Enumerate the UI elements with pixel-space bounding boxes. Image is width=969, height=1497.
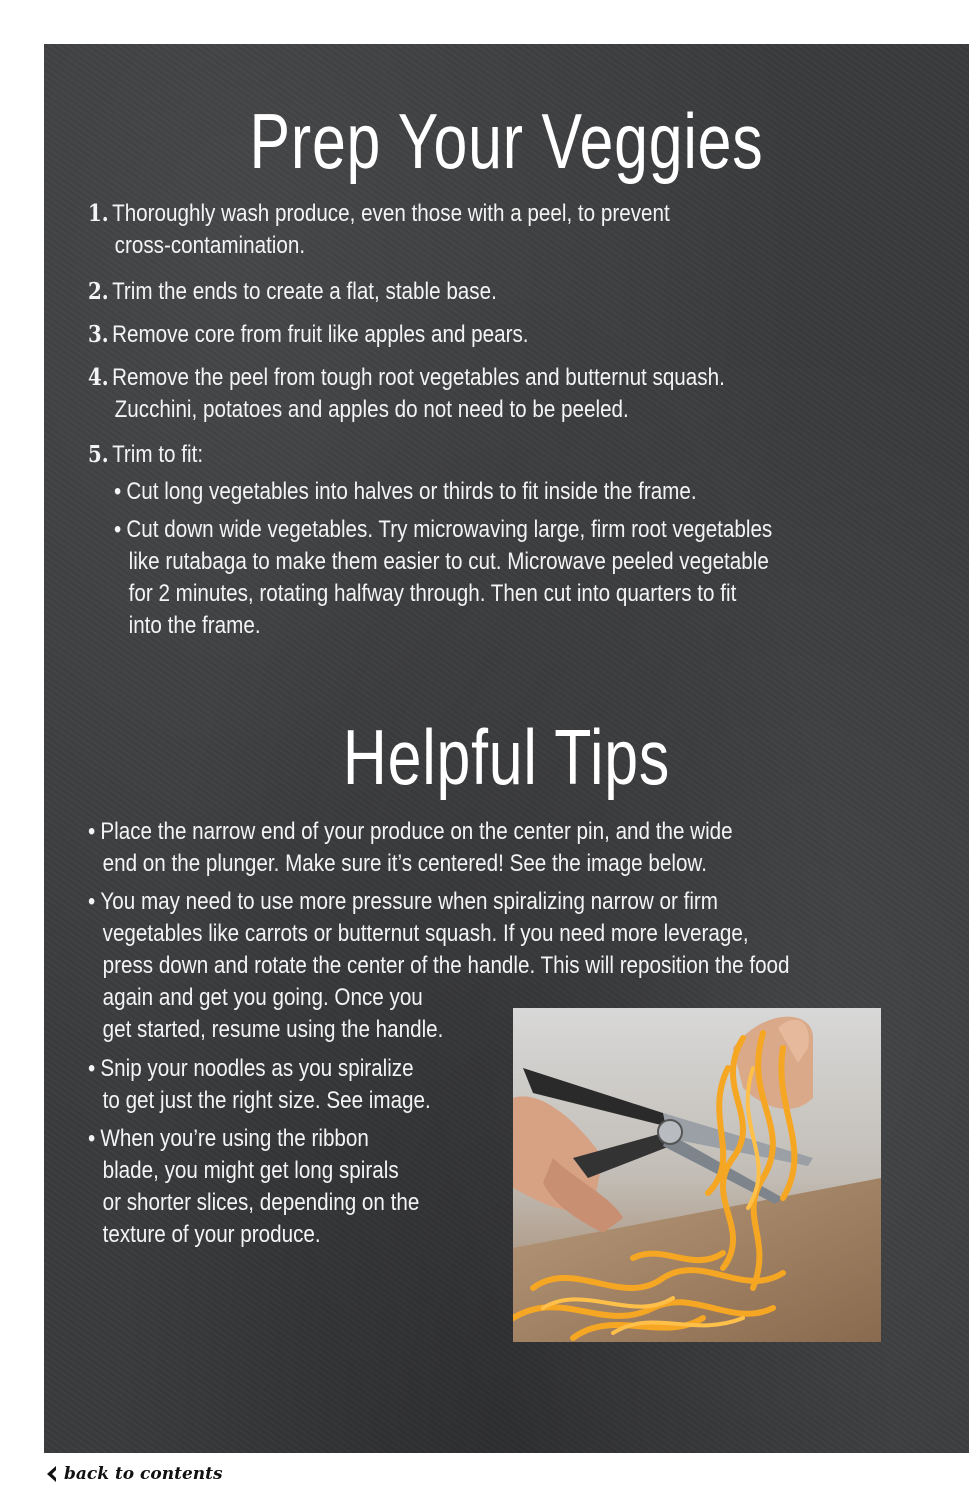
bullet-dot: •	[88, 818, 96, 845]
step-2	[88, 276, 497, 308]
chevron-left-icon	[44, 1465, 60, 1483]
step-text: Trim the ends to create a flat, stable base.	[112, 278, 497, 305]
step-text: Remove the peel from tough root vegetables and butternut squash.	[112, 364, 725, 391]
step-1	[88, 198, 670, 262]
step-4	[88, 362, 725, 426]
prep-title: Prep Your Veggies	[249, 97, 764, 185]
tip-4	[88, 1123, 419, 1251]
bullet-text: into the frame.	[128, 612, 261, 639]
step-number: 5.	[88, 441, 109, 468]
bullet-dot: •	[88, 1055, 96, 1082]
scissors-noodles-photo	[513, 1008, 881, 1342]
bullet-text: again and get you going. Once you	[102, 984, 423, 1011]
bullet-text: like rutabaga to make them easier to cut. Microwave peeled vegetable	[128, 548, 769, 575]
bullet-text: end on the plunger. Make sure it’s centered! See the image below.	[102, 850, 707, 877]
step-3	[88, 319, 529, 351]
bullet-text: press down and rotate the center of the handle. This will reposition the food	[102, 952, 790, 979]
bullet-text: Snip your noodles as you spiralize	[100, 1055, 414, 1082]
tip-3	[88, 1053, 431, 1117]
step-text: cross-contamination.	[114, 232, 306, 259]
bullet-text: When you’re using the ribbon	[100, 1125, 369, 1152]
step-text: Zucchini, potatoes and apples do not need to be peeled.	[114, 396, 629, 423]
bullet-text: to get just the right size. See image.	[102, 1087, 431, 1114]
tip-1	[88, 816, 733, 880]
step-text: Remove core from fruit like apples and pears.	[112, 321, 529, 348]
step-number: 3.	[88, 321, 109, 348]
sub-bullet-1	[114, 476, 697, 508]
bullet-text: blade, you might get long spirals	[102, 1157, 399, 1184]
bullet-dot: •	[88, 1125, 96, 1152]
step-5	[88, 439, 203, 471]
step-text: Thoroughly wash produce, even those with a peel, to prevent	[112, 200, 670, 227]
bullet-text: texture of your produce.	[102, 1221, 321, 1248]
back-to-contents-label: back to contents	[64, 1464, 223, 1484]
bullet-dot: •	[88, 888, 96, 915]
bullet-text: Place the narrow end of your produce on the center pin, and the wide	[100, 818, 733, 845]
step-text: Trim to fit:	[112, 441, 204, 468]
bullet-dot: •	[114, 478, 122, 505]
bullet-text: get started, resume using the handle.	[102, 1016, 444, 1043]
step-number: 1.	[88, 200, 109, 227]
bullet-dot: •	[114, 516, 122, 543]
back-to-contents-link[interactable]	[44, 1463, 223, 1485]
sub-bullet-2	[114, 514, 772, 642]
bullet-text: Cut long vegetables into halves or thirds to fit inside the frame.	[126, 478, 697, 505]
scissors-cutting-noodles-photo	[513, 1008, 881, 1342]
bullet-text: You may need to use more pressure when spiralizing narrow or firm	[100, 888, 718, 915]
bullet-text: or shorter slices, depending on the	[102, 1189, 420, 1216]
bullet-text: vegetables like carrots or butternut squash. If you need more leverage,	[102, 920, 749, 947]
bullet-text: for 2 minutes, rotating halfway through. Then cut into quarters to fit	[128, 580, 737, 607]
step-number: 4.	[88, 364, 109, 391]
step-number: 2.	[88, 278, 109, 305]
chalkboard-panel	[44, 44, 969, 1453]
bullet-text: Cut down wide vegetables. Try microwaving large, firm root vegetables	[126, 516, 773, 543]
tips-title: Helpful Tips	[342, 713, 671, 801]
